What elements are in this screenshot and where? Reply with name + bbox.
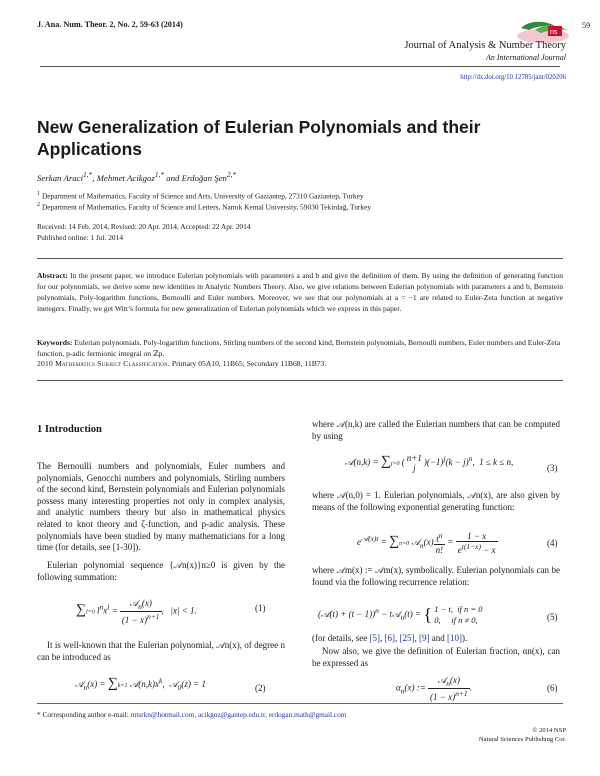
abstract-text: In the present paper, we introduce Eulerian polynomials with parameters a and b and give the definition of them. By using the definition of generating function for our polynomials, we derive some new identities in Analytic Numbers Theory. Also, we give relations between Eulerian polynomials with parameters a and b, Bernstein polynomials, Poly-logarithm functions, Bernoulli and Euler numbers. Moreover, we see that our polynomials at a = −1 are related to Euler-Zeta function at negative inetegers. Finally, we get Witt’s formula for new generalization of Eulerian polynomials which we express in this paper. <box>37 271 563 314</box>
author-list: Serkan Araci$^{1,*}$, Mehmet Acikgoz$^{1,*}$ and Erdoğan Şen$^{2,*}$ <box>37 170 237 183</box>
msc-text: Primary 05A10, 11B65; Secondary 11B68, 11B73. <box>171 359 327 368</box>
copyright <box>479 727 566 744</box>
equation-3: 𝒜(n,k) = ∑j=0 ( n+1 j )$(-1)^j(k - j)^n$, 1 ≤ k ≤ n, <box>345 453 514 473</box>
abstract-bottom-rule <box>37 380 563 381</box>
equation-3-number: (3) <box>547 463 558 473</box>
aff-1-number: 1 <box>37 191 41 197</box>
doi-link[interactable]: http://dx.doi.org/10.12785/jant/020206 <box>460 74 566 81</box>
footnote-rule <box>37 703 563 704</box>
equation-5-number: (5) <box>547 612 558 622</box>
aff-2-number: 2 <box>37 202 41 208</box>
intro-paragraph-3: It is well-known that the Eulerian polynomial, 𝒜n(x), of degree n can be introduced as <box>37 640 285 662</box>
right-paragraph-1: where 𝒜(n,k) are called the Eulerian numbers that can be computed by using <box>312 419 560 441</box>
journal-citation: J. Ana. Num. Theor. 2, No. 2, 59-63 (2014) <box>37 20 183 29</box>
abstract-label: Abstract: <box>37 271 68 280</box>
journal-title: Journal of Analysis & Number Theory <box>404 40 566 51</box>
right-paragraph-5: Now also, we give the definition of Eulerian fraction, αn(x), can be expressed as <box>312 646 560 668</box>
publisher-text: Natural Sciences Publishing Cor. <box>478 735 566 743</box>
author-1-mark: 1,* <box>83 170 93 179</box>
equation-5: (𝒜(t) + (t − 1))$^n$ − t𝒜$_n$(t) = { 1 − t, if n = 0 0, if n ≠ 0, <box>318 604 483 625</box>
affiliation-2 <box>37 202 371 211</box>
details-close: ). <box>461 633 468 643</box>
affiliation-2-text: Department of Mathematics, Faculty of Science and Letters, Namık Kemal University, 59030 Tekirdağ, Turkey <box>41 202 372 212</box>
ref-link-5[interactable]: [5] <box>369 633 380 643</box>
right-paragraph-4: (for details, see [5], [6], [25], [9] and [10]). <box>312 633 468 643</box>
abstract-top-rule <box>37 258 563 259</box>
details-text: (for details, see <box>312 633 370 643</box>
equation-1-number: (1) <box>255 603 266 613</box>
copyright-text: © 2014 NSP <box>532 727 566 734</box>
keywords <box>37 337 563 359</box>
received-dates: Received: 14 Feb. 2014, Revised: 20 Apr. 2014, Accepted: 22 Apr. 2014 <box>37 222 251 231</box>
equation-6: $\alpha_n(x)$ := $\frac{𝒜_n(x)}{(1 - x)^{n+1}}$ . <box>396 675 472 702</box>
author-3-mark: 2,* <box>226 170 237 179</box>
paper-title <box>37 116 547 160</box>
journal-subtitle: An International Journal <box>486 53 566 62</box>
msc-classification <box>37 359 563 368</box>
page-number: 59 <box>582 21 591 30</box>
abstract <box>37 270 563 314</box>
ref-link-10[interactable]: [10] <box>446 633 462 643</box>
header-rule <box>40 66 560 67</box>
ref-link-9[interactable]: [9] <box>418 633 430 643</box>
svg-text:ns: ns <box>550 29 558 36</box>
intro-paragraph-2: Eulerian polynomial sequence {𝒜n(x)}n≥0 is given by the following summation: <box>37 560 285 582</box>
right-paragraph-3: where 𝒜m(x) := 𝒜m(x), symbolically. Eulerian polynomials can be found via the following recurrence relation: <box>312 565 560 587</box>
ref-link-6[interactable]: [6] <box>384 633 395 643</box>
published-date: Published online: 1 Jul. 2014 <box>37 233 124 242</box>
equation-4: $e^{𝒜(x)t} = \sum n=0$ 𝒜$_n$(x) $\frac{t^n}{n!}$ = $\frac{1 - x}{e^{t(1-x)} - x}$ <box>357 531 496 555</box>
equation-1: ∑l=0 $l^nx^l$ = $\frac{𝒜_n(x)}{(1 - x)^{n+1}}$ , |x| < 1. <box>76 598 197 625</box>
equation-2: 𝒜$_n$(x) = ∑k=1 $𝒜(n,k)x^k$, 𝒜$_0$(z) = 1 <box>75 676 206 692</box>
author-2-mark: 1,* <box>154 170 164 179</box>
ref-link-25[interactable]: [25] <box>399 633 415 643</box>
msc-label: 2010 Mathematics Subject Classification. <box>37 359 170 368</box>
keywords-text: Eulerian polynomials, Poly-logarithm functions, Stirling numbers of the second kind, Bernstein polynomials, Bernoulli numbers, Euler numbers and Euler-Zeta function, p-adic fermionic integral on ℤp. <box>37 338 561 359</box>
title-line-1: New Generalization of Eulerian Polynomials and their <box>37 117 481 137</box>
corresponding-label: * Corresponding author e-mail: <box>37 710 129 719</box>
affiliation-1-text: Department of Mathematics, Faculty of Science and Arts, University of Gaziantep, 27310 Gaziantep, Turkey <box>41 191 364 201</box>
affiliation-1 <box>37 191 364 200</box>
author-emails[interactable]: mtsrkn@hotmail.com, acikgoz@gantep.edu.tr, erdogan.math@gmail.com <box>130 710 347 719</box>
author-3: Erdoğan Şen <box>181 172 227 183</box>
equation-6-number: (6) <box>547 683 558 693</box>
title-line-2: Applications <box>37 139 143 159</box>
corresponding-author <box>37 710 346 719</box>
author-2: Mehmet Acikgoz <box>96 172 155 183</box>
author-1: Serkan Araci <box>37 172 84 183</box>
right-paragraph-2: where 𝒜(n,0) = 1. Eulerian polynomials, 𝒜n(x), are also given by means of the following exponential generating function: <box>312 490 560 512</box>
equation-2-number: (2) <box>255 683 266 693</box>
intro-paragraph-1: The Bernoulli numbers and polynomials, Euler numbers and polynomials, Genocchi numbers and polynomials, Stirling numbers of the second kind, Bernstein polynomials and Eulerian polynomials possess many interesting properties not only in complex analysis, and analytic numbers theory but also in mathematical physics related to knot theory and ζ-function, and p-adic analysis. These polynomials have been studied by many mathematicians for a long time (for details, see [1-30]). <box>37 461 285 553</box>
equation-4-number: (4) <box>547 538 558 548</box>
keywords-label: Keywords: <box>37 338 73 347</box>
section-heading-introduction: 1 Introduction <box>37 424 102 435</box>
